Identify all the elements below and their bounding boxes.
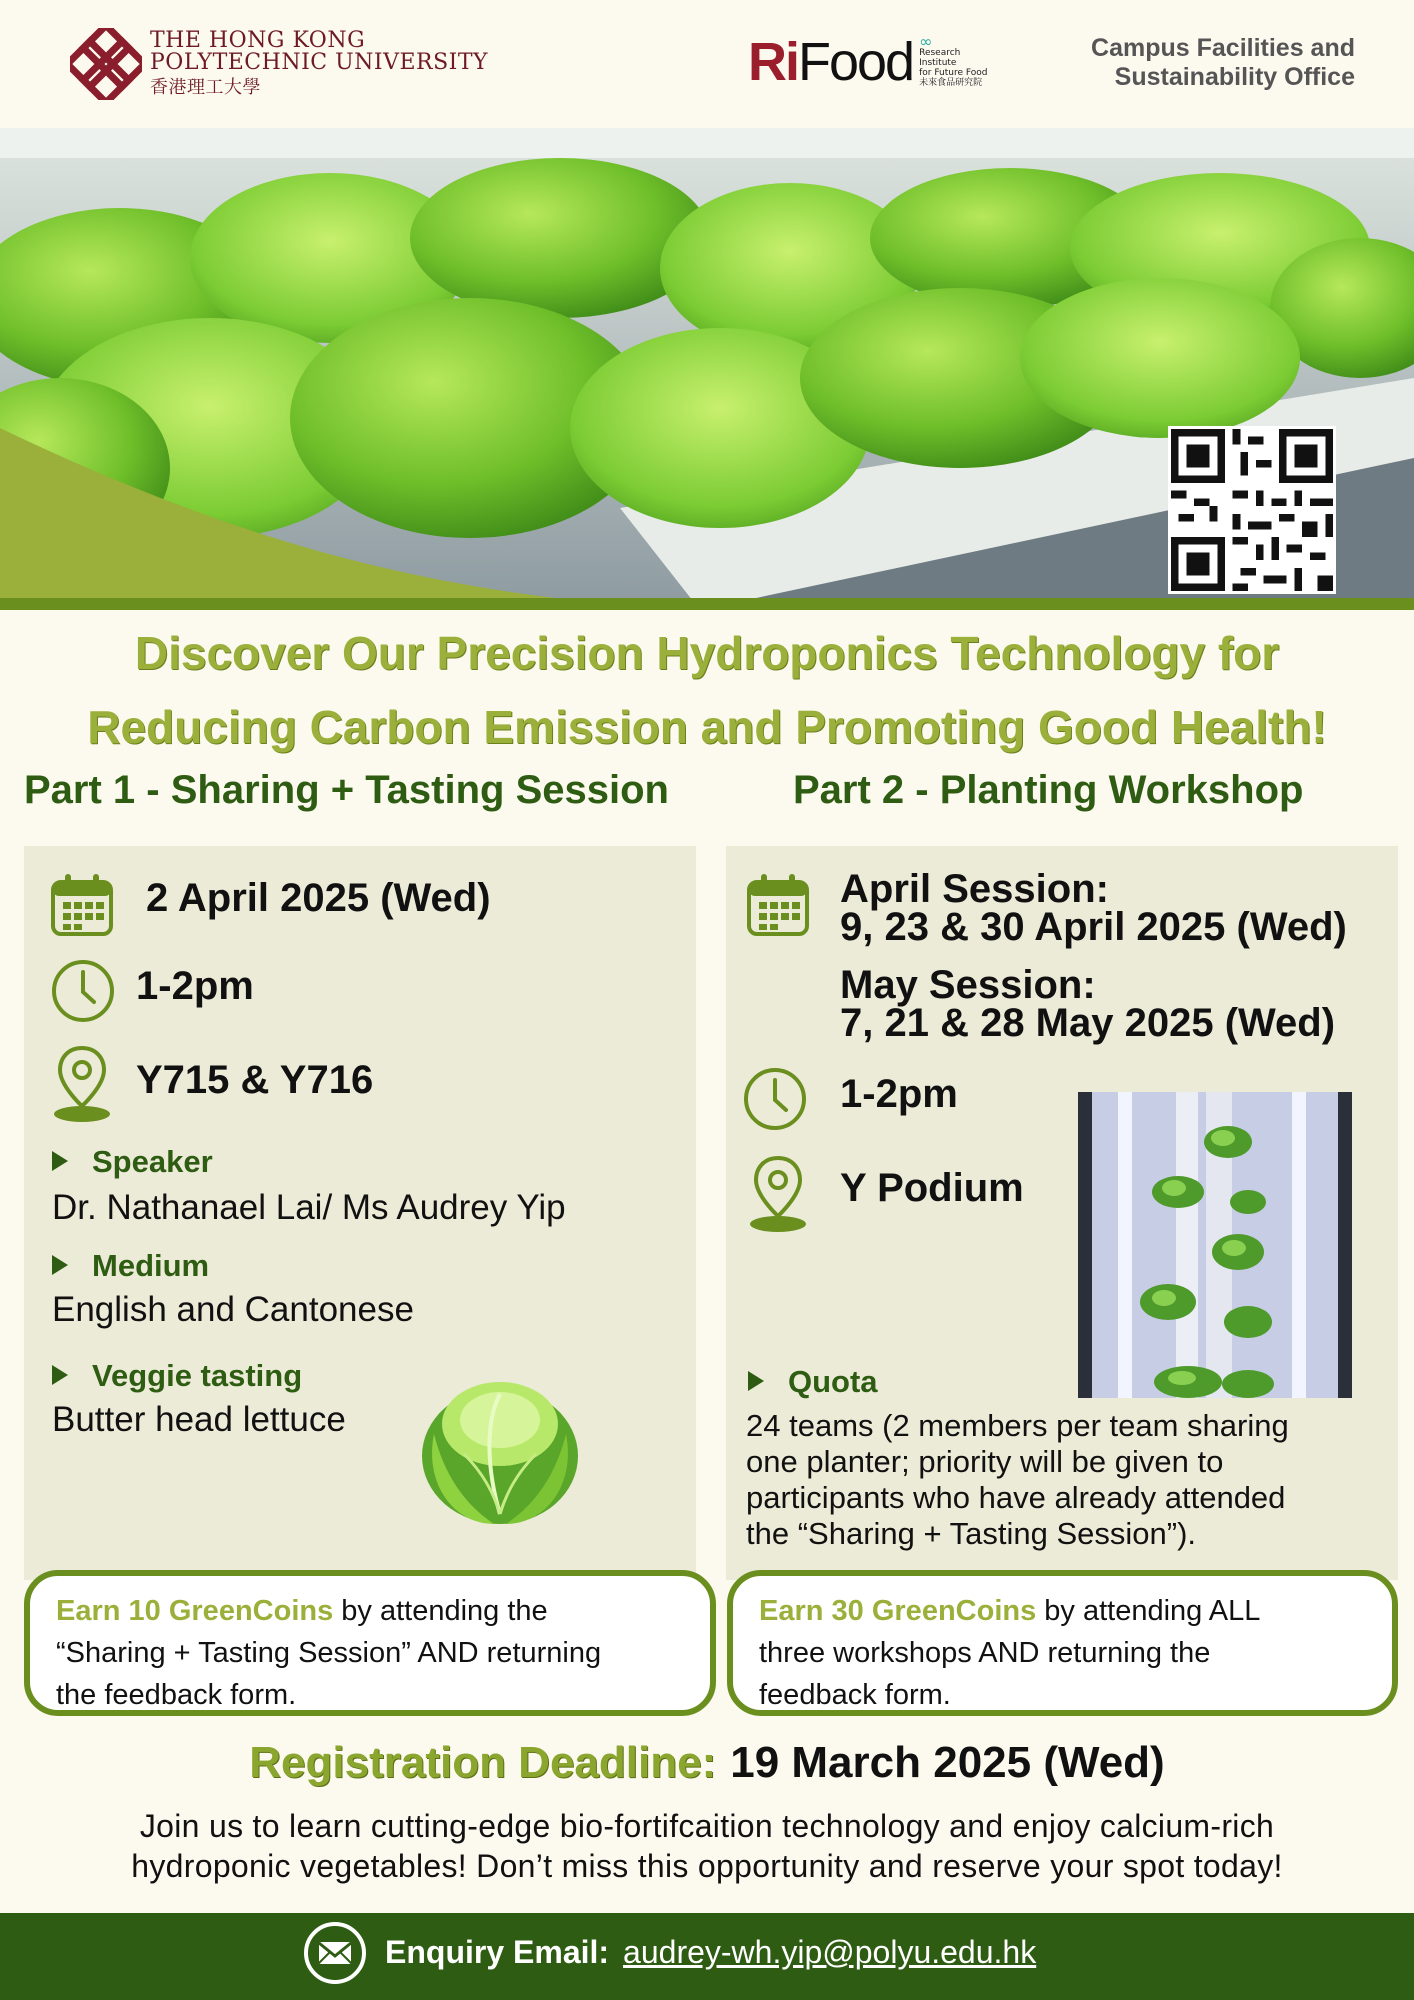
enquiry-label: Enquiry Email: [385,1934,610,1970]
polyu-name-chinese: 香港理工大學 [150,77,261,98]
coin2-line3: feedback form. [759,1679,951,1711]
title-line2: Reducing Carbon Emission and Promoting Good Health! [87,701,1327,753]
coin1-line1: by attending the [333,1595,548,1627]
rifood-sub1: Research Institute [919,48,961,68]
medium-label [52,1248,209,1284]
join-line1: Join us to learn cutting-edge bio-fortifcaition technology and enjoy calcium-rich [139,1808,1275,1844]
vertical-planter-photo [1078,1092,1352,1398]
polyu-name-line2: POLYTECHNIC UNIVERSITY [150,50,489,75]
coin1-highlight: Earn 10 GreenCoins [56,1595,334,1627]
april-label: April Session: [840,867,1109,911]
title-line1: Discover Our Precision Hydroponics Technology for [134,627,1280,679]
deadline-date: 19 March 2025 (Wed) [730,1738,1165,1787]
greencoins-box-part1 [24,1570,716,1716]
lettuce-head-icon [414,1364,586,1528]
quota-line2: one planter; priority will be given to [746,1444,1224,1479]
play-triangle-icon [52,1255,68,1275]
medium-label-text: Medium [92,1248,210,1283]
quota-line3: participants who have already attended [746,1480,1286,1515]
rifood-sub3: 未來食品研究院 [919,78,983,88]
rifood-sub2: for Future Food [919,68,988,78]
veggie-label [52,1358,302,1394]
rifood-subtitle [919,32,999,88]
registration-deadline [0,1738,1414,1788]
main-title [0,616,1414,764]
rifood-logo [748,30,999,94]
quota-line4: the “Sharing + Tasting Session”). [746,1516,1197,1551]
part2-panel [726,846,1398,1580]
may-session [840,963,1336,1045]
may-dates: 7, 21 & 28 May 2025 (Wed) [840,1001,1336,1045]
quota-label-text: Quota [788,1364,878,1399]
may-label: May Session: [840,963,1096,1007]
speaker-label-text: Speaker [92,1144,213,1179]
rifood-food: Food [798,32,914,92]
join-line2: hydroponic vegetables! Don’t miss this opportunity and reserve your spot today! [131,1848,1283,1884]
coin2-highlight: Earn 30 GreenCoins [759,1595,1037,1627]
calendar-icon [746,872,810,938]
mail-icon [303,1921,367,1985]
part2-time: 1-2pm [840,1072,958,1116]
location-pin-icon [746,1154,810,1234]
april-session [840,867,1347,949]
coin1-line3: the feedback form. [56,1679,297,1711]
cfso-wordmark [1045,34,1355,92]
part1-date: 2 April 2025 (Wed) [146,876,491,920]
qr-code[interactable] [1168,426,1336,594]
coin2-line2: three workshops AND returning the [759,1637,1211,1669]
polyu-name-line1: THE HONG KONG [150,28,366,53]
calendar-icon [50,872,114,938]
infinity-icon: ∞ [919,32,933,51]
part2-heading: Part 2 - Planting Workshop [793,768,1304,812]
cfso-line2: Sustainability Office [1114,63,1355,91]
play-triangle-icon [748,1371,764,1391]
medium-value: English and Cantonese [52,1290,414,1329]
speaker-label [52,1144,213,1180]
rifood-ri: Ri [748,32,798,92]
enquiry [385,1934,1036,1971]
veggie-label-text: Veggie tasting [92,1358,303,1393]
clock-icon [742,1066,808,1132]
speaker-value: Dr. Nathanael Lai/ Ms Audrey Yip [52,1188,566,1227]
greencoins-box-part2 [727,1570,1398,1716]
veggie-value: Butter head lettuce [52,1400,346,1439]
play-triangle-icon [52,1151,68,1171]
enquiry-email-link[interactable]: audrey-wh.yip@polyu.edu.hk [623,1934,1037,1970]
deadline-label: Registration Deadline: [249,1738,717,1787]
play-triangle-icon [52,1365,68,1385]
clock-icon [50,958,116,1024]
part1-time: 1-2pm [136,964,254,1008]
quota-value [746,1408,1386,1552]
part2-venue: Y Podium [840,1166,1024,1210]
join-text [0,1806,1414,1886]
coin2-line1: by attending ALL [1036,1595,1261,1627]
quota-label [748,1364,878,1400]
cfso-line1: Campus Facilities and [1091,34,1355,62]
part1-panel [24,846,696,1580]
polyu-wordmark [150,30,488,99]
april-dates: 9, 23 & 30 April 2025 (Wed) [840,905,1347,949]
part1-heading: Part 1 - Sharing + Tasting Session [24,768,669,812]
quota-line1: 24 teams (2 members per team sharing [746,1408,1289,1443]
coin1-line2: “Sharing + Tasting Session” AND returning [56,1637,602,1669]
location-pin-icon [50,1044,114,1124]
polyu-logo-icon [70,28,142,100]
part1-venue: Y715 & Y716 [136,1058,374,1102]
